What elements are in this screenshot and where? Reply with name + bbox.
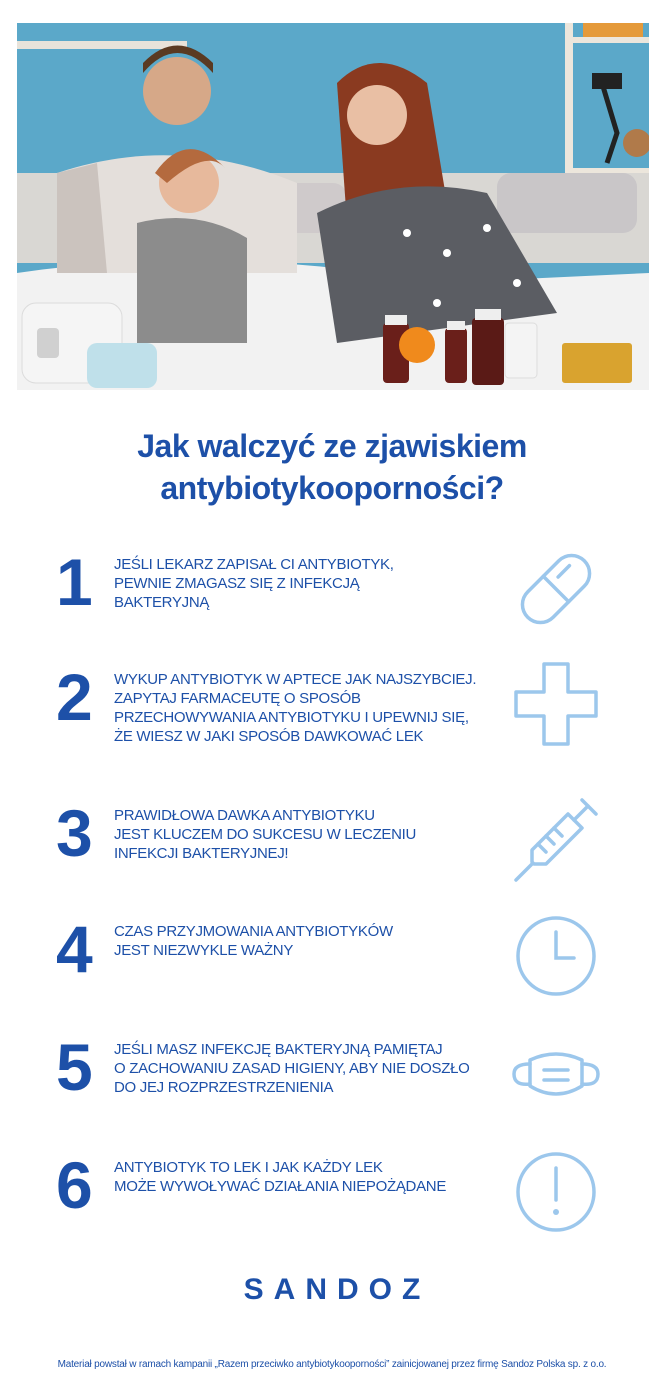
header-photo — [17, 23, 649, 390]
pill-icon — [508, 541, 604, 637]
step-text-line: ZAPYTAJ FARMACEUTĘ O SPOSÓB — [114, 690, 361, 707]
title-line-1: Jak walczyć ze zjawiskiem — [137, 428, 527, 464]
step-text-line: PRAWIDŁOWA DAWKA ANTYBIOTYKU — [114, 807, 375, 824]
step-5 — [0, 1030, 664, 1130]
step-text-line: JEŚLI LEKARZ ZAPISAŁ CI ANTYBIOTYK, — [114, 556, 394, 573]
sandoz-logo: SANDOZ — [243, 1273, 431, 1306]
step-text-line: MOŻE WYWOŁYWAĆ DZIAŁANIA NIEPOŻĄDANE — [114, 1178, 447, 1195]
step-text-line: ANTYBIOTYK TO LEK I JAK KAŻDY LEK — [114, 1159, 383, 1176]
page-title — [0, 425, 664, 509]
step-text — [114, 1158, 494, 1196]
step-number: 3 — [56, 796, 93, 870]
step-1 — [0, 545, 664, 645]
step-text-line: JEŚLI MASZ INFEKCJĘ BAKTERYJNĄ PAMIĘTAJ — [114, 1041, 443, 1058]
step-4 — [0, 912, 664, 1012]
step-number: 4 — [56, 912, 93, 986]
syringe-icon — [508, 792, 604, 888]
step-text — [114, 1040, 494, 1097]
step-number: 1 — [56, 545, 93, 619]
footer-note: Materiał powstał w ramach kampanii „Razem przeciwko antybiotykooporności” zainicjowanej przez firmę Sandoz Polska sp. z o.o. — [57, 1359, 607, 1370]
step-3 — [0, 796, 664, 896]
step-6 — [0, 1148, 664, 1248]
face-mask-icon — [508, 1026, 604, 1122]
step-number: 5 — [56, 1030, 93, 1104]
step-text-line: O ZACHOWANIU ZASAD HIGIENY, ABY NIE DOSZŁO — [114, 1060, 470, 1077]
step-text-line: BAKTERYJNĄ — [114, 594, 210, 611]
step-text-line: ŻE WIESZ W JAKI SPOSÓB DAWKOWAĆ LEK — [114, 728, 424, 745]
exclamation-circle-icon — [508, 1144, 604, 1240]
step-text-line: PRZECHOWYWANIA ANTYBIOTYKU I UPEWNIJ SIĘ, — [114, 709, 469, 726]
clock-icon — [508, 908, 604, 1004]
step-number: 2 — [56, 660, 93, 734]
step-text-line: JEST KLUCZEM DO SUKCESU W LECZENIU — [114, 826, 417, 843]
step-text-line: INFEKCJI BAKTERYJNEJ! — [114, 845, 289, 862]
medical-cross-icon — [508, 656, 604, 752]
step-text-line: CZAS PRZYJMOWANIA ANTYBIOTYKÓW — [114, 923, 393, 940]
step-text-line: JEST NIEZWYKLE WAŻNY — [114, 942, 294, 959]
step-text — [114, 670, 494, 746]
step-text — [114, 555, 494, 612]
step-number: 6 — [56, 1148, 93, 1222]
step-2 — [0, 660, 664, 760]
step-text-line: DO JEJ ROZPRZESTRZENIENIA — [114, 1079, 334, 1096]
step-text — [114, 922, 494, 960]
step-text — [114, 806, 494, 863]
step-text-line: PEWNIE ZMAGASZ SIĘ Z INFEKCJĄ — [114, 575, 360, 592]
title-line-2: antybiotykooporności? — [160, 470, 504, 506]
step-text-line: WYKUP ANTYBIOTYK W APTECE JAK NAJSZYBCIEJ. — [114, 671, 477, 688]
